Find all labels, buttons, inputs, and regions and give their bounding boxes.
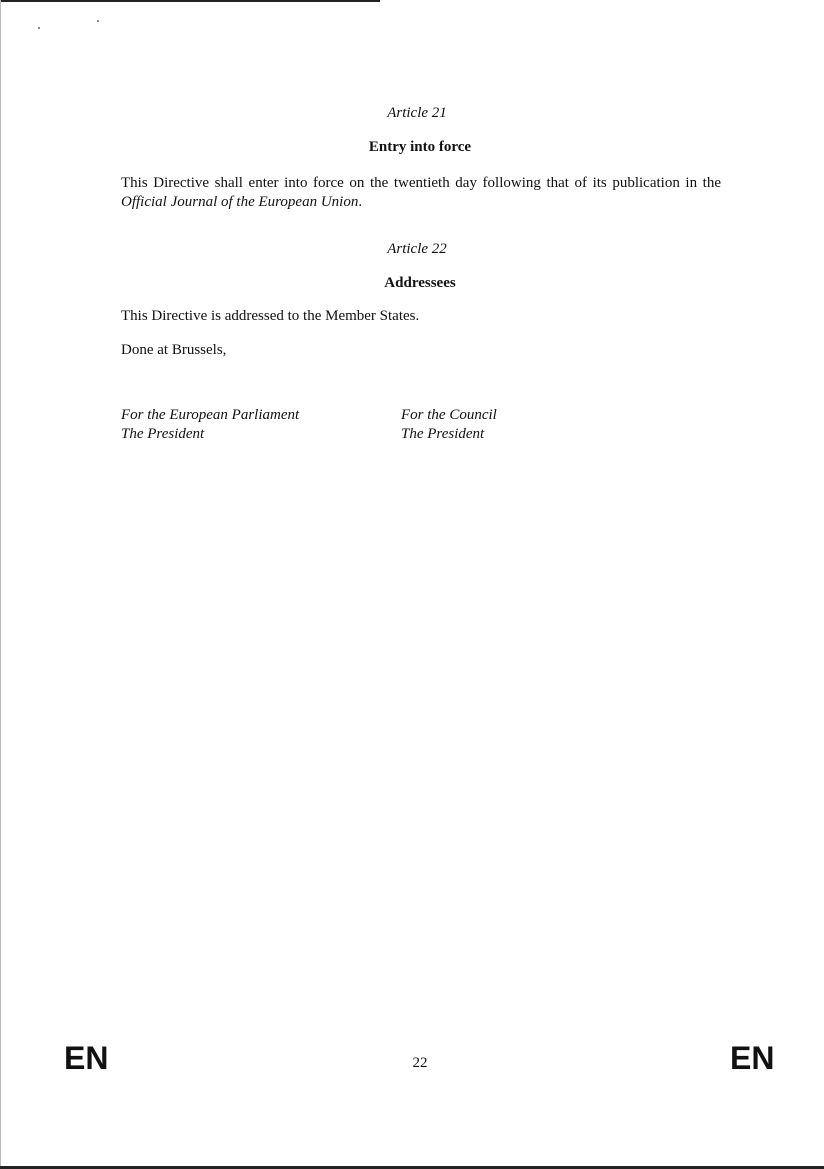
signature-block-council [401, 406, 497, 444]
left-border-line [0, 0, 1, 1169]
official-journal-title: Official Journal of the European Union [121, 194, 359, 210]
signature-parliament-line2: The President [121, 426, 205, 442]
article-22-number: Article 22 [387, 241, 447, 257]
done-at-line: Done at Brussels, [121, 342, 227, 358]
article-22-heading: Addressees [384, 275, 456, 291]
article-21-heading: Entry into force [368, 139, 472, 155]
scan-speck [38, 27, 40, 29]
signature-parliament-line1: For the European Parliament [121, 407, 300, 423]
article-22-paragraph: This Directive is addressed to the Member States. [121, 308, 420, 324]
article-21-text-start: This Directive shall enter into force on the twentieth day following that of its publication in the [121, 175, 721, 191]
signature-council-line2: The President [401, 426, 485, 442]
article-21-paragraph [121, 174, 721, 212]
page-number: 22 [412, 1055, 428, 1071]
scan-speck [97, 20, 99, 22]
top-border-line [0, 0, 380, 2]
article-21-text-end: . [358, 194, 363, 210]
language-code-right: EN [730, 1040, 775, 1076]
signature-council-line1: For the Council [401, 407, 497, 423]
signature-block-parliament [121, 406, 299, 444]
article-21-number: Article 21 [387, 105, 447, 121]
language-code-left: EN [64, 1040, 109, 1076]
